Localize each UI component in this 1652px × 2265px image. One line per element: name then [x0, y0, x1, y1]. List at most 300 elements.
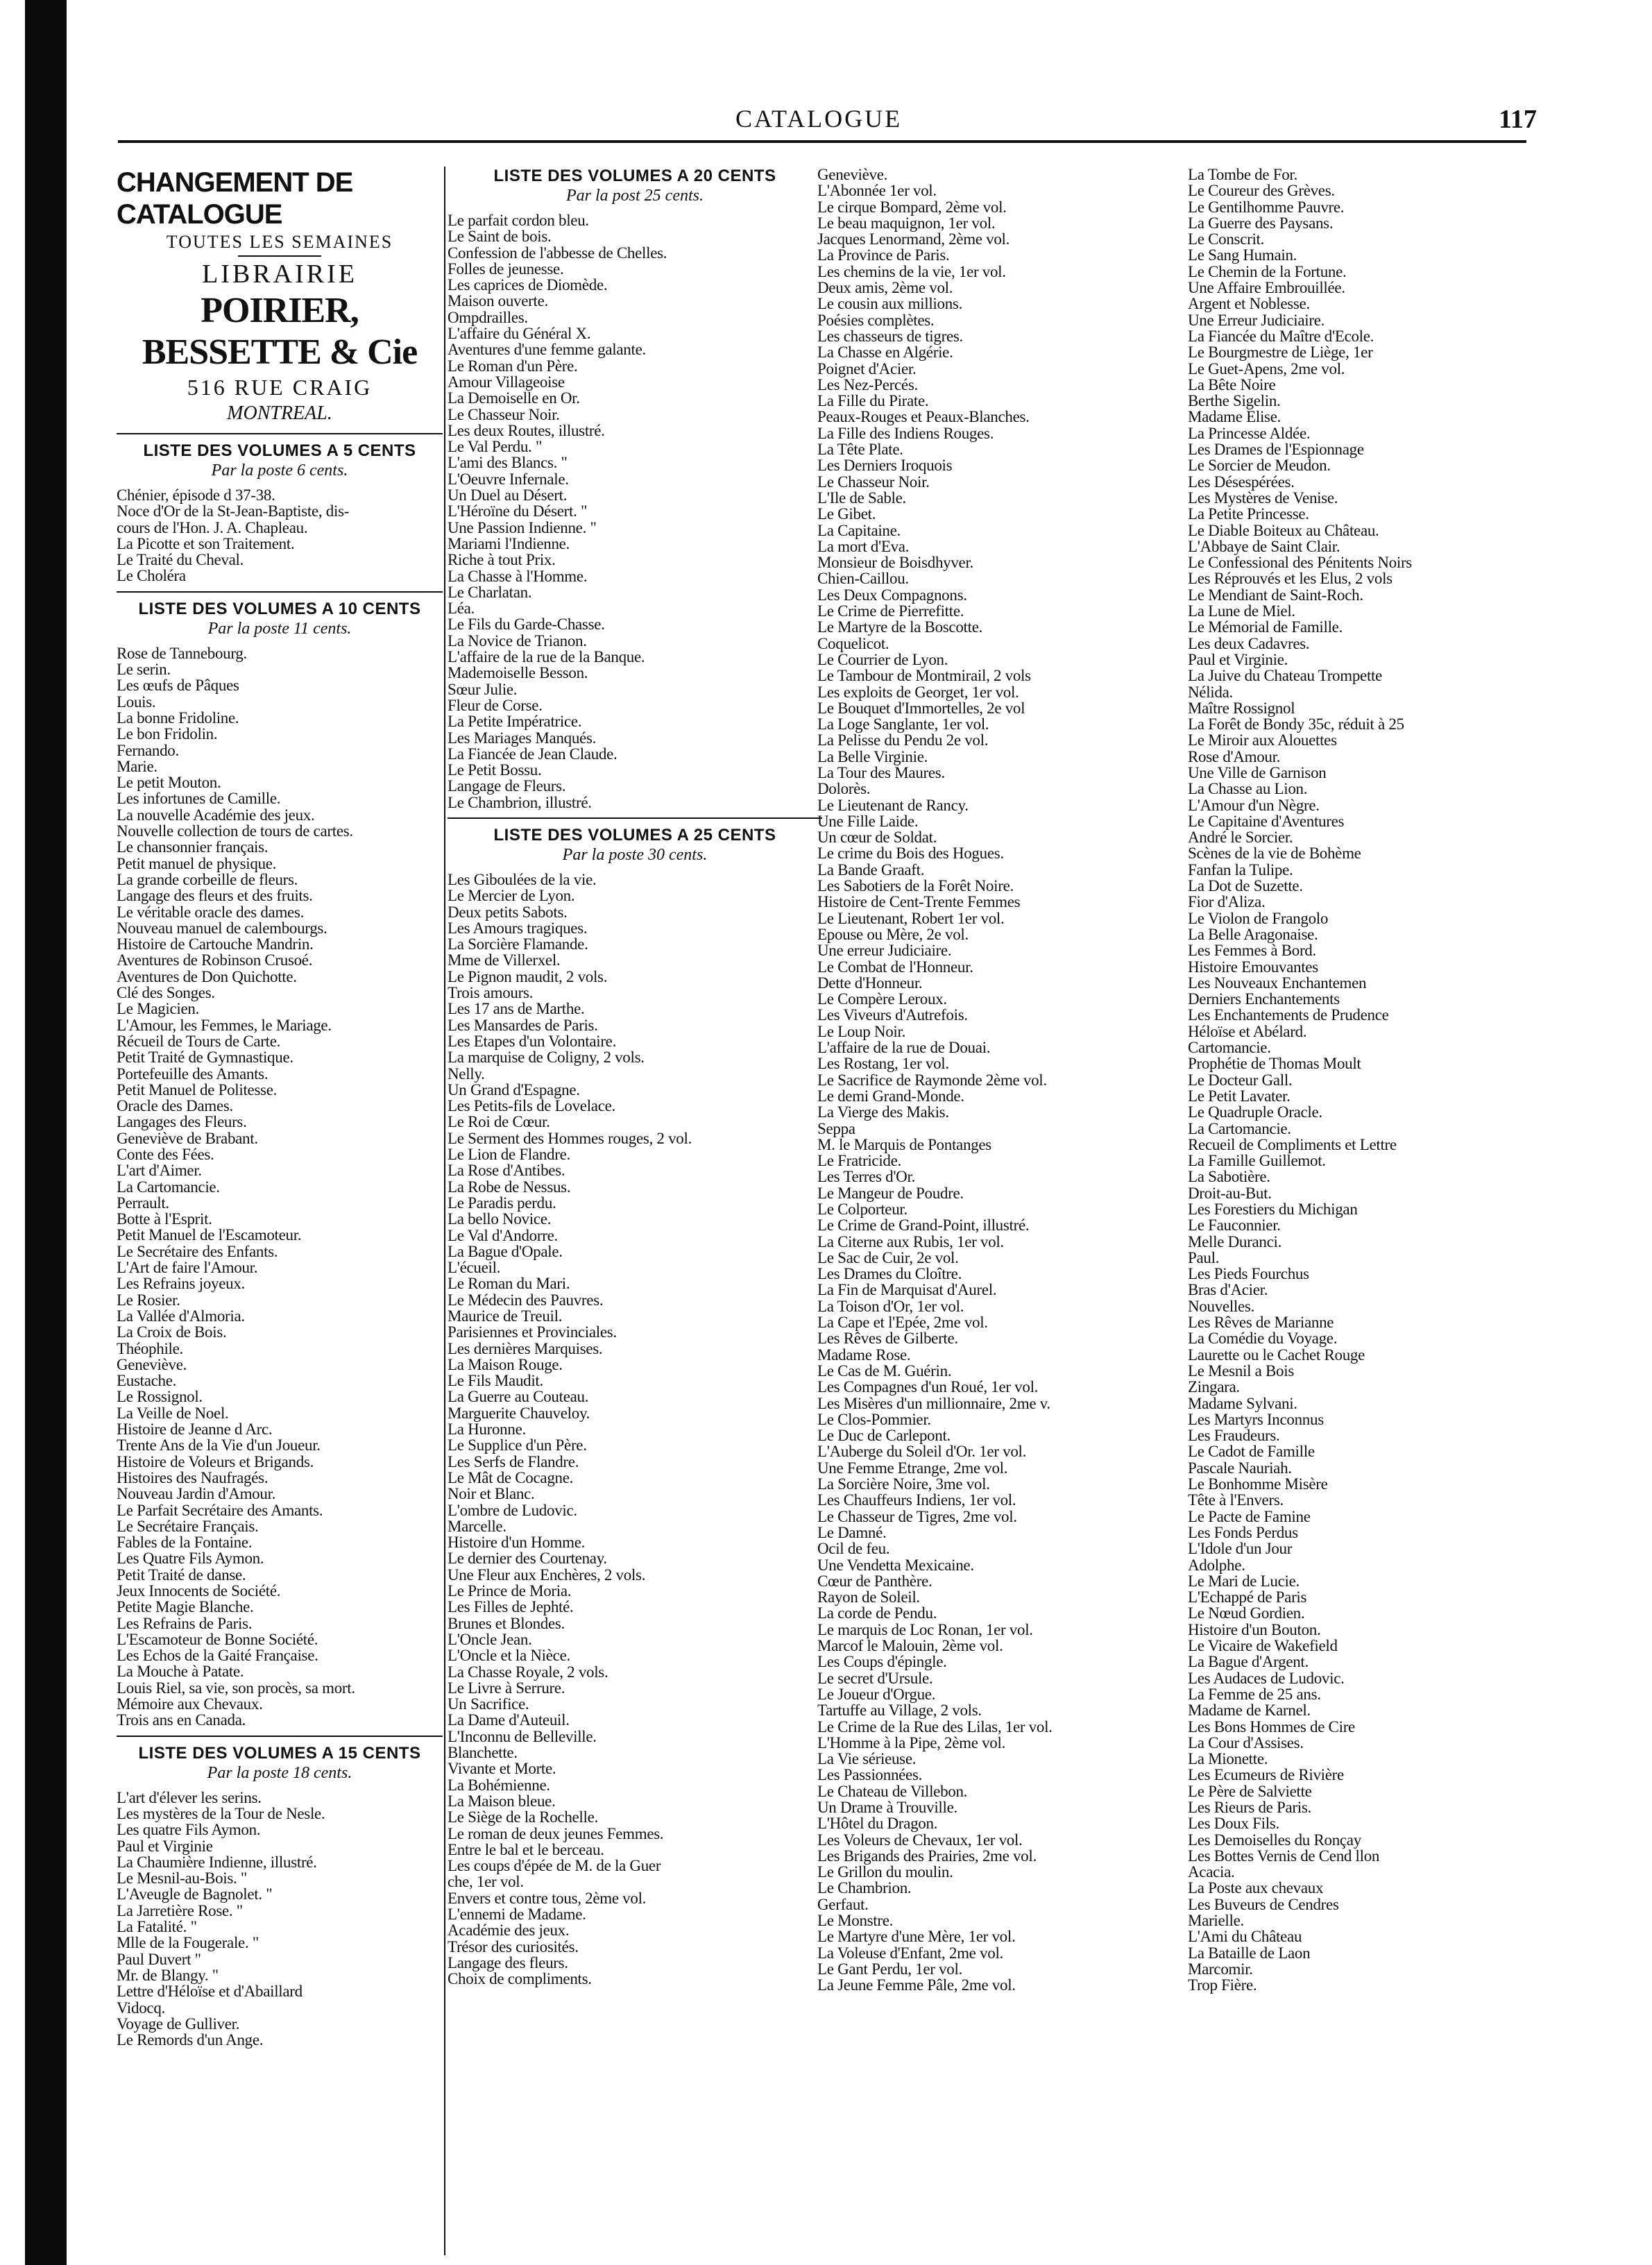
- list-item: L'Ile de Sable.: [817, 489, 907, 507]
- list-item: La Mouche à Patate.: [117, 1663, 244, 1681]
- list-item: Le Pignon maudit, 2 vols.: [448, 967, 608, 985]
- list-item: Le Chasseur Noir.: [817, 473, 930, 491]
- list-item: L'Idole d'un Jour: [1188, 1540, 1293, 1558]
- list-item: Les Mansardes de Paris.: [448, 1016, 598, 1034]
- list-item: Léa.: [448, 600, 475, 618]
- list-item: La bello Novice.: [448, 1210, 552, 1228]
- list-item: Le Sac de Cuir, 2e vol.: [817, 1248, 959, 1266]
- list-item: Petit Manuel de Politesse.: [117, 1080, 278, 1098]
- list-item: La Province de Paris.: [817, 246, 950, 264]
- list-item: Le Lion de Flandre.: [448, 1146, 570, 1164]
- list-item: Noce d'Or de la St-Jean-Baptiste, dis-: [117, 502, 350, 520]
- list-item: Les chasseurs de tigres.: [817, 327, 963, 345]
- list-item: La Princesse Aldée.: [1188, 424, 1311, 442]
- list-item: Madame Sylvani.: [1188, 1394, 1297, 1412]
- list-item: La Rose d'Antibes.: [448, 1162, 565, 1180]
- column-3: [817, 167, 1189, 2244]
- list-item: Monsieur de Boisdhyver.: [817, 554, 973, 572]
- list-item: Le Mendiant de Saint-Roch.: [1188, 586, 1363, 604]
- list-item: Fanfan la Tulipe.: [1188, 860, 1293, 879]
- list-item: Les Ecumeurs de Rivière: [1188, 1766, 1344, 1784]
- list-item: Les coups d'épée de M. de la Guer: [448, 1857, 661, 1875]
- list-item: Histoire de Cartouche Mandrin.: [117, 935, 314, 953]
- list-item: Le Lieutenant, Robert 1er vol.: [817, 909, 1005, 927]
- list-item: Les Coups d'épingle.: [817, 1653, 947, 1671]
- list-item: Aventures de Don Quichotte.: [117, 967, 297, 985]
- list-item: Langage de Fleurs.: [448, 777, 566, 795]
- section-rule: [117, 433, 443, 434]
- list-item: Berthe Sigelin.: [1188, 392, 1281, 410]
- list-item: Les Forestiers du Michigan: [1188, 1201, 1358, 1218]
- list-item: Entre le bal et le berceau.: [448, 1840, 604, 1858]
- list-item: Une Fleur aux Enchères, 2 vols.: [448, 1566, 646, 1584]
- list-item: Histoire de Jeanne d Arc.: [117, 1420, 273, 1439]
- list-item: Les Viveurs d'Autrefois.: [817, 1006, 968, 1024]
- list-item: Fleur de Corse.: [448, 696, 543, 714]
- list-item: Le Choléra: [117, 567, 186, 585]
- list-item: Coquelicot.: [817, 634, 889, 652]
- list-item: Geneviève.: [817, 167, 888, 183]
- list-item: Le Médecin des Pauvres.: [448, 1291, 604, 1309]
- list-item: L'écueil.: [448, 1259, 501, 1277]
- list-item: Les Audaces de Ludovic.: [1188, 1669, 1345, 1687]
- list-item: La bonne Fridoline.: [117, 709, 239, 727]
- list-item: Trois amours.: [448, 984, 534, 1002]
- list-item: Le chansonnier français.: [117, 838, 269, 856]
- list-item: Le Rosier.: [117, 1291, 180, 1309]
- list-item: La Tête Plate.: [817, 441, 903, 459]
- list-item: Vidocq.: [117, 1999, 165, 2017]
- list-item: Fior d'Aliza.: [1188, 893, 1266, 911]
- list-item: Les Rêves de Marianne: [1188, 1314, 1334, 1332]
- list-item: L'Amour, les Femmes, le Mariage.: [117, 1016, 332, 1034]
- list-item: L'affaire du Général X.: [448, 325, 591, 343]
- list-item: Le Remords d'un Ange.: [117, 2031, 264, 2049]
- list-item: L'Oncle Jean.: [448, 1630, 532, 1648]
- list-item: Le Traité du Cheval.: [117, 551, 244, 569]
- list-item: Vivante et Morte.: [448, 1760, 556, 1778]
- list-item: La Robe de Nessus.: [448, 1178, 571, 1196]
- list-item: Les quatre Fils Aymon.: [117, 1821, 261, 1839]
- list-item: La Bague d'Opale.: [448, 1242, 563, 1260]
- list-item: Riche à tout Prix.: [448, 551, 556, 569]
- list-item: Les Terres d'Or.: [817, 1168, 916, 1186]
- column-2: [448, 167, 822, 2244]
- list-item: Perrault.: [117, 1194, 169, 1212]
- list-item: La Cartomancie.: [1188, 1119, 1291, 1137]
- list-item: Geneviève de Brabant.: [117, 1129, 258, 1147]
- list-item: La Cartomancie.: [117, 1178, 220, 1196]
- list-item: L'Ami du Château: [1188, 1928, 1302, 1946]
- list-item: Une Femme Etrange, 2me vol.: [817, 1459, 1008, 1477]
- list-item: Nouvelle collection de tours de cartes.: [117, 822, 353, 840]
- list-item: La Chasse à l'Homme.: [448, 567, 588, 585]
- list-item: La Cape et l'Epée, 2me vol.: [817, 1314, 988, 1332]
- list-item: La Petite Impératrice.: [448, 713, 582, 731]
- list-item: Les mystères de la Tour de Nesle.: [117, 1804, 325, 1822]
- list-item: Histoire d'un Bouton.: [1188, 1620, 1321, 1638]
- list-item: L'art d'élever les serins.: [117, 1788, 262, 1806]
- list-item: Le Paradis perdu.: [448, 1194, 556, 1212]
- list-item: Une erreur Judiciaire.: [817, 942, 952, 960]
- list-item: Folles de jeunesse.: [448, 260, 564, 278]
- list-item: Une Ville de Garnison: [1188, 763, 1327, 781]
- column-4: [1188, 167, 1549, 2244]
- list-item: Mr. de Blangy. ": [117, 1966, 219, 1984]
- list-item: Paul Duvert ": [117, 1950, 201, 1968]
- list-item: Le Mémorial de Famille.: [1188, 618, 1343, 636]
- list-item: Les Misères d'un millionnaire, 2me v.: [817, 1394, 1050, 1412]
- list-item: La Fille des Indiens Rouges.: [817, 424, 994, 442]
- list-item: Le Bonhomme Misère: [1188, 1475, 1328, 1493]
- list-item: La Belle Aragonaise.: [1188, 925, 1318, 943]
- list-item: Zingara.: [1188, 1378, 1240, 1396]
- list-item: La Jeune Femme Pâle, 2me vol.: [817, 1976, 1016, 1994]
- list-item: Le Diable Boiteux au Château.: [1188, 521, 1379, 539]
- list-25-cents-cont-2: [1188, 167, 1549, 1994]
- list-item: La Novice de Trianon.: [448, 631, 587, 650]
- list-item: La Chaumière Indienne, illustré.: [117, 1853, 317, 1871]
- list-item: Les Drames du Cloître.: [817, 1265, 962, 1283]
- list-item: La Vie sérieuse.: [817, 1750, 917, 1768]
- list-item: Le beau maquignon, 1er vol.: [817, 214, 996, 232]
- ad-publisher: POIRIER, BESSETTE & Cie: [142, 291, 418, 372]
- list-item: Les Bottes Vernis de Cend llon: [1188, 1847, 1380, 1865]
- list-item: Le Cas de M. Guérin.: [817, 1361, 952, 1380]
- list-item: Maître Rossignol: [1188, 699, 1295, 717]
- list-item: Geneviève.: [117, 1355, 187, 1373]
- list-item: Melle Duranci.: [1188, 1232, 1282, 1250]
- list-item: Le Martyre de la Boscotte.: [817, 618, 983, 636]
- list-item: Les Fraudeurs.: [1188, 1427, 1280, 1445]
- list-item: Madame Rose.: [817, 1346, 911, 1364]
- list-item: Les chemins de la vie, 1er vol.: [817, 262, 1006, 280]
- list-item: La Fille du Pirate.: [817, 392, 929, 410]
- list-item: Le Lieutenant de Rancy.: [817, 796, 969, 814]
- list-item: La Petite Princesse.: [1188, 505, 1309, 523]
- list-item: Les Derniers Iroquois: [817, 457, 953, 475]
- list-item: Le Roman du Mari.: [448, 1275, 570, 1293]
- list-item: La nouvelle Académie des jeux.: [117, 806, 315, 824]
- list-item: Les exploits de Georget, 1er vol.: [817, 683, 1019, 701]
- list-item: La mort d'Eva.: [817, 537, 910, 555]
- list-item: Droit-au-But.: [1188, 1184, 1272, 1202]
- list-item: Le Charlatan.: [448, 583, 532, 601]
- list-item: Sœur Julie.: [448, 680, 518, 698]
- list-item: Les Désespérées.: [1188, 473, 1295, 491]
- list-item: Le Martyre d'une Mère, 1er vol.: [817, 1928, 1016, 1946]
- list-item: La Dame d'Auteuil.: [448, 1711, 570, 1729]
- section-price: Par la poste 11 cents.: [207, 619, 352, 638]
- list-item: Marie.: [117, 757, 157, 775]
- list-item: La Chasse Royale, 2 vols.: [448, 1663, 608, 1681]
- list-item: Eustache.: [117, 1372, 177, 1390]
- list-item: Les caprices de Diomède.: [448, 276, 608, 294]
- list-item: L'Hôtel du Dragon.: [817, 1815, 938, 1833]
- list-20-cents: [448, 212, 822, 811]
- list-item: Le Confessional des Pénitents Noirs: [1188, 554, 1412, 572]
- list-item: Ompdrailles.: [448, 308, 528, 326]
- list-item: Paul et Virginie.: [1188, 650, 1288, 668]
- list-item: La Femme de 25 ans.: [1188, 1685, 1321, 1703]
- ad-address: 516 RUE CRAIG: [187, 375, 373, 400]
- list-item: L'Amour d'un Nègre.: [1188, 796, 1320, 814]
- list-item: M. le Marquis de Pontanges: [817, 1135, 991, 1153]
- list-item: Les Femmes à Bord.: [1188, 942, 1316, 960]
- list-item: Le demi Grand-Monde.: [817, 1087, 964, 1105]
- list-item: Petite Magie Blanche.: [117, 1598, 254, 1616]
- list-item: Brunes et Blondes.: [448, 1614, 565, 1632]
- section-rule: [117, 591, 443, 593]
- list-item: La Belle Virginie.: [817, 747, 928, 765]
- list-item: Petit manuel de physique.: [117, 854, 277, 872]
- column-divider: [444, 167, 445, 2255]
- list-item: Fernando.: [117, 741, 179, 759]
- list-item: Madame de Karnel.: [1188, 1702, 1311, 1720]
- list-item: Le Colporteur.: [817, 1201, 908, 1218]
- list-item: Le Roi de Cœur.: [448, 1113, 550, 1131]
- list-item: Les Amours tragiques.: [448, 919, 588, 937]
- list-item: Le Val Perdu. ": [448, 438, 543, 456]
- list-item: La Famille Guillemot.: [1188, 1152, 1326, 1170]
- list-item: Le Petit Lavater.: [1188, 1087, 1291, 1105]
- list-item: La Jarretière Rose. ": [117, 1901, 243, 1919]
- list-item: La Bohémienne.: [448, 1776, 550, 1794]
- list-item: Recueil de Compliments et Lettre: [1188, 1135, 1397, 1153]
- list-item: La Toison d'Or, 1er vol.: [817, 1297, 964, 1315]
- list-item: Une Affaire Embrouillée.: [1188, 279, 1345, 297]
- list-item: L'Echappé de Paris: [1188, 1588, 1307, 1606]
- list-item: La marquise de Coligny, 2 vols.: [448, 1049, 645, 1067]
- list-item: Le Mangeur de Poudre.: [817, 1184, 964, 1202]
- list-item: Le parfait cordon bleu.: [448, 212, 589, 229]
- list-item: Les Pieds Fourchus: [1188, 1265, 1309, 1283]
- advertisement: [117, 167, 443, 426]
- list-item: Les Chauffeurs Indiens, 1er vol.: [817, 1491, 1016, 1509]
- list-item: Nouvelles.: [1188, 1297, 1255, 1315]
- list-5-cents: [117, 487, 443, 584]
- list-item: Le Fauconnier.: [1188, 1216, 1281, 1235]
- page-number: 117: [1499, 105, 1537, 134]
- list-item: Les Petits-fils de Lovelace.: [448, 1097, 615, 1115]
- section-price: Par la post 25 cents.: [566, 187, 704, 205]
- list-item: Le Bouquet d'Immortelles, 2e vol: [817, 699, 1025, 717]
- list-item: Les Etapes d'un Volontaire.: [448, 1032, 617, 1050]
- list-item: La Fatalité. ": [117, 1918, 197, 1936]
- list-item: Choix de compliments.: [448, 1970, 592, 1988]
- list-item: Les Buveurs de Cendres: [1188, 1895, 1339, 1913]
- list-item: Le Père de Salviette: [1188, 1782, 1312, 1800]
- list-item: Le Parfait Secrétaire des Amants.: [117, 1501, 323, 1519]
- list-item: Marcomir.: [1188, 1960, 1253, 1978]
- page-edge-bar: [25, 0, 67, 2265]
- list-item: Ocil de feu.: [817, 1540, 890, 1558]
- list-item: Un Duel au Désert.: [448, 486, 568, 504]
- list-item: La Chasse en Algérie.: [817, 343, 953, 362]
- list-item: Adolphe.: [1188, 1556, 1245, 1574]
- list-item: Le Magicien.: [117, 1000, 200, 1018]
- list-item: Le Loup Noir.: [817, 1022, 906, 1040]
- list-item: Dette d'Honneur.: [817, 974, 923, 992]
- list-item: Le Mercier de Lyon.: [448, 887, 575, 905]
- list-item: Le Quadruple Oracle.: [1188, 1103, 1322, 1121]
- list-item: Un Grand d'Espagne.: [448, 1080, 580, 1098]
- list-item: Confession de l'abbesse de Chelles.: [448, 244, 667, 262]
- list-item: La Pelisse du Pendu 2e vol.: [817, 731, 989, 749]
- list-item: La Maison bleue.: [448, 1792, 556, 1810]
- ad-rule: [238, 255, 321, 257]
- list-item: Madame Elise.: [1188, 408, 1281, 426]
- list-item: Argent et Noblesse.: [1188, 295, 1310, 313]
- list-item: Le Cadot de Famille: [1188, 1443, 1315, 1461]
- list-item: Poésies complètes.: [817, 311, 935, 329]
- ad-weekly: TOUTES LES SEMAINES: [166, 232, 393, 252]
- list-item: La Fiancée de Jean Claude.: [448, 745, 618, 763]
- list-item: Le Crime de Grand-Point, illustré.: [817, 1216, 1030, 1235]
- list-item: Parisiennes et Provinciales.: [448, 1323, 617, 1341]
- list-item: Le secret d'Ursule.: [817, 1669, 933, 1687]
- list-item: La Citerne aux Rubis, 1er vol.: [817, 1232, 1004, 1250]
- list-item: Les deux Routes, illustré.: [448, 421, 605, 439]
- list-item: Les Filles de Jephté.: [448, 1598, 574, 1616]
- list-item: Langage des fleurs et des fruits.: [117, 887, 313, 905]
- list-item: Voyage de Gulliver.: [117, 2014, 240, 2033]
- list-25-cents-cont: [817, 167, 1189, 1994]
- list-item: Le petit Mouton.: [117, 774, 221, 792]
- list-item: Le Damné.: [817, 1523, 887, 1541]
- list-item: che, 1er vol.: [448, 1873, 524, 1891]
- list-item: Le Chasseur Noir.: [448, 405, 560, 423]
- list-item: Le Petit Bossu.: [448, 761, 542, 779]
- section-price: Par la poste 30 cents.: [562, 845, 708, 864]
- list-item: L'affaire de la rue de la Banque.: [448, 648, 645, 666]
- ad-headline: CHANGEMENT DE CATALOGUE: [117, 167, 353, 230]
- list-item: Louis.: [117, 693, 156, 711]
- list-item: Trente Ans de la Vie d'un Joueur.: [117, 1436, 321, 1454]
- list-item: La Croix de Bois.: [117, 1323, 227, 1341]
- list-item: Le Miroir aux Alouettes: [1188, 731, 1337, 749]
- list-item: Mademoiselle Besson.: [448, 664, 588, 682]
- list-item: Histoire Emouvantes: [1188, 958, 1318, 976]
- list-item: Gerfaut.: [817, 1895, 869, 1913]
- list-item: La Fiancée du Maître d'Ecole.: [1188, 327, 1374, 345]
- list-item: Le Chasseur de Tigres, 2me vol.: [817, 1507, 1017, 1525]
- list-item: Marguerite Chauveloy.: [448, 1404, 590, 1422]
- list-item: Le serin.: [117, 661, 171, 679]
- list-item: La Dot de Suzette.: [1188, 877, 1303, 895]
- list-item: Nelly.: [448, 1064, 485, 1083]
- list-item: Le Fratricide.: [817, 1152, 901, 1170]
- list-item: Le Crime de la Rue des Lilas, 1er vol.: [817, 1717, 1053, 1736]
- list-item: L'Abbaye de Saint Clair.: [1188, 537, 1340, 555]
- list-item: La Sabotière.: [1188, 1168, 1270, 1186]
- list-item: Le Conscrit.: [1188, 230, 1265, 248]
- list-item: L'Art de faire l'Amour.: [117, 1259, 258, 1277]
- list-item: Le roman de deux jeunes Femmes.: [448, 1824, 664, 1842]
- list-item: La Comédie du Voyage.: [1188, 1330, 1338, 1348]
- list-item: Héloïse et Abélard.: [1188, 1022, 1307, 1040]
- list-item: Les Nez-Percés.: [817, 375, 918, 393]
- list-10-cents: [117, 645, 443, 1729]
- list-item: Mémoire aux Chevaux.: [117, 1695, 263, 1713]
- section-heading: LISTE DES VOLUMES A 10 CENTS: [138, 599, 421, 618]
- list-item: Aventures d'une femme galante.: [448, 341, 646, 359]
- list-item: Le Monstre.: [817, 1912, 894, 1930]
- list-item: Aventures de Robinson Crusoé.: [117, 951, 313, 969]
- list-item: Les Demoiselles du Ronçay: [1188, 1831, 1361, 1849]
- list-item: Les Sabotiers de la Forêt Noire.: [817, 877, 1014, 895]
- list-item: Maurice de Treuil.: [448, 1307, 563, 1325]
- list-item: Portefeuille des Amants.: [117, 1064, 269, 1083]
- list-item: Les Bons Hommes de Cire: [1188, 1717, 1355, 1736]
- list-item: Mme de Villerxel.: [448, 951, 561, 969]
- list-item: Le Livre à Serrure.: [448, 1679, 565, 1697]
- list-item: Louis Riel, sa vie, son procès, sa mort.: [117, 1679, 355, 1697]
- list-item: La Demoiselle en Or.: [448, 389, 580, 407]
- list-item: Laurette ou le Cachet Rouge: [1188, 1346, 1365, 1364]
- list-item: Le Chambrion.: [817, 1879, 912, 1897]
- list-item: Le Chateau de Villebon.: [817, 1782, 968, 1800]
- list-item: Deux amis, 2ème vol.: [817, 279, 953, 297]
- list-item: Chien-Caillou.: [817, 570, 909, 588]
- list-item: Peaux-Rouges et Peaux-Blanches.: [817, 408, 1030, 426]
- list-item: La Juive du Chateau Trompette: [1188, 667, 1383, 685]
- list-item: cours de l'Hon. J. A. Chapleau.: [117, 518, 308, 536]
- list-item: Les Fonds Perdus: [1188, 1523, 1298, 1541]
- list-item: Le Siège de la Rochelle.: [448, 1808, 598, 1826]
- ad-librairie: LIBRAIRIE: [202, 260, 357, 289]
- list-item: Le Pacte de Famine: [1188, 1507, 1311, 1525]
- list-item: La Mionette.: [1188, 1750, 1268, 1768]
- page-title: CATALOGUE: [735, 105, 903, 133]
- list-item: Le Secrétaire Français.: [117, 1517, 259, 1535]
- list-item: Le Vicaire de Wakefield: [1188, 1637, 1338, 1655]
- list-item: Les Nouveaux Enchantemen: [1188, 974, 1367, 992]
- list-item: L'Héroïne du Désert. ": [448, 502, 588, 520]
- list-item: Botte à l'Esprit.: [117, 1210, 212, 1228]
- list-item: Le bon Fridolin.: [117, 725, 218, 743]
- list-item: Langages des Fleurs.: [117, 1113, 247, 1131]
- list-item: Mariami l'Indienne.: [448, 534, 570, 552]
- list-item: Histoire de Cent-Trente Femmes: [817, 893, 1021, 911]
- list-item: Prophétie de Thomas Moult: [1188, 1055, 1361, 1073]
- list-item: Le Nœud Gordien.: [1188, 1604, 1305, 1622]
- list-item: Le Gentilhomme Pauvre.: [1188, 198, 1345, 216]
- list-item: Mlle de la Fougerale. ": [117, 1934, 259, 1952]
- list-item: Le marquis de Loc Ronan, 1er vol.: [817, 1620, 1033, 1638]
- list-item: Pascale Nauriah.: [1188, 1459, 1292, 1477]
- list-item: Le Mât de Cocagne.: [448, 1468, 574, 1486]
- list-item: Les Enchantements de Prudence: [1188, 1006, 1389, 1024]
- list-item: Les Rieurs de Paris.: [1188, 1798, 1311, 1816]
- section-heading: LISTE DES VOLUMES A 20 CENTS: [493, 167, 776, 185]
- list-item: La Poste aux chevaux: [1188, 1879, 1324, 1897]
- list-item: Le Sorcier de Meudon.: [1188, 457, 1331, 475]
- list-item: Maison ouverte.: [448, 292, 548, 310]
- section-rule: [448, 817, 822, 819]
- list-item: Langage des fleurs.: [448, 1953, 568, 1971]
- list-item: Les deux Cadavres.: [1188, 634, 1310, 652]
- list-item: Le Chemin de la Fortune.: [1188, 262, 1347, 280]
- list-item: La Capitaine.: [817, 521, 901, 539]
- list-item: Les Réprouvés et les Elus, 2 vols: [1188, 570, 1393, 588]
- list-item: André le Sorcier.: [1188, 829, 1293, 847]
- section-heading: LISTE DES VOLUMES A 15 CENTS: [138, 1743, 421, 1763]
- list-item: Fables de la Fontaine.: [117, 1534, 253, 1552]
- list-item: Le dernier des Courtenay.: [448, 1550, 607, 1568]
- list-item: Un Sacrifice.: [448, 1695, 529, 1713]
- list-item: Blanchette.: [448, 1744, 518, 1762]
